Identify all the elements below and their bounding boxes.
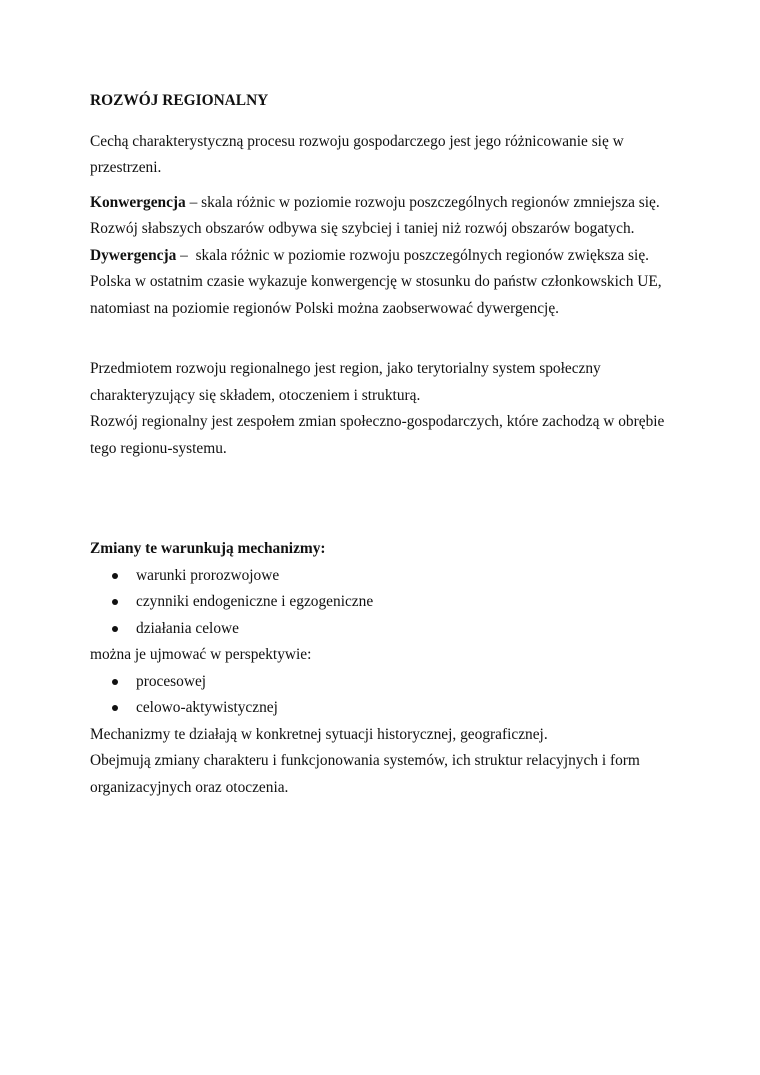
dywergencja-def: – skala różnic w poziomie rozwoju poszczególnych regionów zwiększa się. [176,246,650,264]
perspektywy-list [90,669,690,722]
dywergencja-term: Dywergencja [90,246,177,264]
przedmiot-line-1: Przedmiotem rozwoju regionalnego jest region, jako terytorialny system społeczny [90,360,601,377]
list-item [90,589,690,616]
list-item-text: procesowej [136,672,207,690]
mechanizmy-note-1: Mechanizmy te działają w konkretnej sytuacji historycznej, geograficznej. [90,725,548,743]
polska-line-1: Polska w ostatnim czasie wykazuje konwergencję w stosunku do państw członkowskich UE, [90,273,662,290]
perspektywa-intro: można je ujmować w perspektywie: [90,646,312,663]
bullet-icon [112,679,118,685]
konwergencja-line-2: Rozwój słabszych obszarów odbywa się szybciej i taniej niż rozwój obszarów bogatych. [90,220,635,237]
document-content [90,88,690,801]
dywergencja-definition [90,243,690,270]
intro-line-1: Cechą charakterystyczną procesu rozwoju gospodarczego jest jego różnicowanie się w [90,132,624,150]
mechanizmy-note-2: Obejmują zmiany charakteru i funkcjonowania systemów, ich struktur relacyjnych i form [90,752,640,769]
bullet-icon [112,599,118,605]
bullet-icon [112,705,118,711]
spacer [90,322,690,356]
list-item [90,616,690,643]
mechanizmy-heading: Zmiany te warunkują mechanizmy: [90,540,326,557]
list-item [90,563,690,590]
list-item-text: działania celowe [136,619,239,637]
list-item [90,695,690,722]
spacer [90,462,690,536]
intro-line-2: przestrzeni. [90,159,162,176]
list-item [90,669,690,696]
konwergencja-definition [90,190,690,217]
spacer [90,182,690,190]
bullet-icon [112,573,118,579]
przedmiot-line-3: Rozwój regionalny jest zespołem zmian społeczno-gospodarczych, które zachodzą w obrębie [90,413,665,430]
przedmiot-line-4: tego regionu-systemu. [90,439,227,457]
konwergencja-term: Konwergencja [90,193,186,211]
mechanizmy-list [90,563,690,643]
przedmiot-line-2: charakteryzujący się składem, otoczeniem i strukturą. [90,386,421,404]
list-item-text: celowo-aktywistycznej [136,699,278,716]
konwergencja-def: – skala różnic w poziomie rozwoju poszczególnych regionów zmniejsza się. [185,193,660,211]
list-item-text: czynniki endogeniczne i egzogeniczne [136,593,374,610]
polska-line-2: natomiast na poziomie regionów Polski można zaobserwować dywergencję. [90,299,559,317]
bullet-icon [112,626,118,632]
list-item-text: warunki prorozwojowe [136,566,280,584]
document-title: ROZWÓJ REGIONALNY [90,92,269,109]
mechanizmy-note-3: organizacyjnych oraz otoczenia. [90,778,289,796]
